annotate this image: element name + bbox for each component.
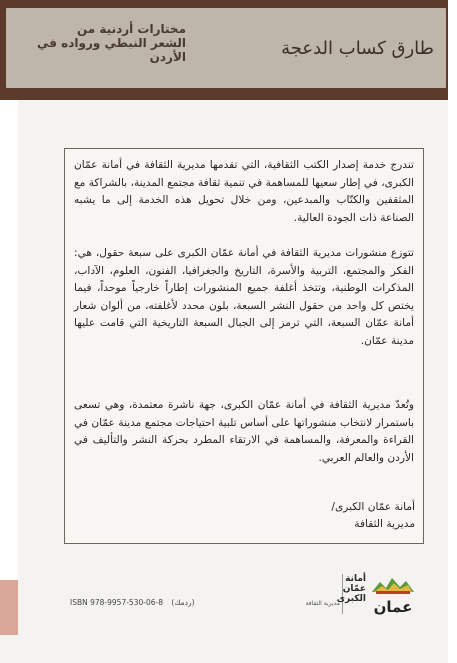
logo-line-3: الكبرى bbox=[336, 594, 366, 604]
amman-logo-icon bbox=[370, 574, 416, 618]
paragraph-3: وتُعدّ مديرية الثقافة في أمانة عمّان الكبرى، جهة ناشرة معتمدة، وهي تسعى باستمرار لانتخاب منشوراتها على أساس تلبية احتياجات مجتمع مدينة عمّان في القراءة والمعرفة، والمساهمة في الارتقاء المطرد بحركة النشر والتأليف في الأردن والعالم العربي. bbox=[74, 399, 414, 464]
signature bbox=[245, 499, 415, 533]
signature-line-1: أمانة عمّان الكبرى/ bbox=[331, 501, 415, 513]
subtitle-line-2: الشعر النبطي ورواده في الأردن bbox=[36, 36, 186, 64]
isbn-number: ISBN 978-9957-530-06-8 bbox=[70, 598, 163, 607]
description-frame bbox=[64, 148, 424, 544]
logo-mark-text: عمان bbox=[373, 598, 413, 616]
signature-line-2: مديرية الثقافة bbox=[354, 518, 415, 530]
book-subtitle bbox=[16, 22, 186, 64]
author-name: طارق كساب الدعجة bbox=[281, 38, 434, 59]
top-band bbox=[0, 0, 457, 100]
title-box bbox=[6, 8, 446, 88]
side-accent bbox=[0, 580, 18, 635]
paragraph-1: تندرج خدمة إصدار الكتب الثقافية، التي تقدمها مديرية الثقافة في أمانة عمّان الكبرى، في إطار سعيها للمساهمة في تنمية ثقافة مجتمع المدينة، بالشراكة مع المثقفين والكتّاب والمبدعين، ومن خلال تحويل هذه الخدمة إلى ما يشبه الصناعة ذات الجودة العالية. bbox=[74, 159, 414, 224]
logo-line-1: أمانة bbox=[345, 574, 366, 584]
isbn bbox=[70, 598, 280, 607]
isbn-label: (ردمك) bbox=[171, 598, 195, 607]
logo-department: مديرية الثقافة bbox=[305, 600, 340, 607]
side-strip bbox=[0, 100, 18, 635]
subtitle-line-1: مختارات أردنية من bbox=[76, 22, 186, 36]
publisher-logo bbox=[300, 570, 420, 620]
paragraph-2: تتوزع منشورات مديرية الثقافة في أمانة عمّان الكبرى على سبعة حقول، هي: الفكر والمجتمع، التربية والأسرة، التاريخ والجغرافيا، الفنون، العلوم، الآداب، المذكرات الوطنية، وتتخذ أغلفة جميع المنشورات إطاراً خارجياً موحداً، فيما يختص كل واحد من حقول النشر السبعة، بلون محدد لأغلفته، من ألوان شعار أمانة عمّان السبعة، التي ترمز إلى الجبال السبعة التاريخية التي قامت عليها مدينة عمّان. bbox=[74, 247, 414, 347]
right-edge bbox=[448, 0, 457, 663]
logo-line-2: عمّان bbox=[342, 584, 366, 594]
logo-wordmark bbox=[300, 574, 366, 604]
